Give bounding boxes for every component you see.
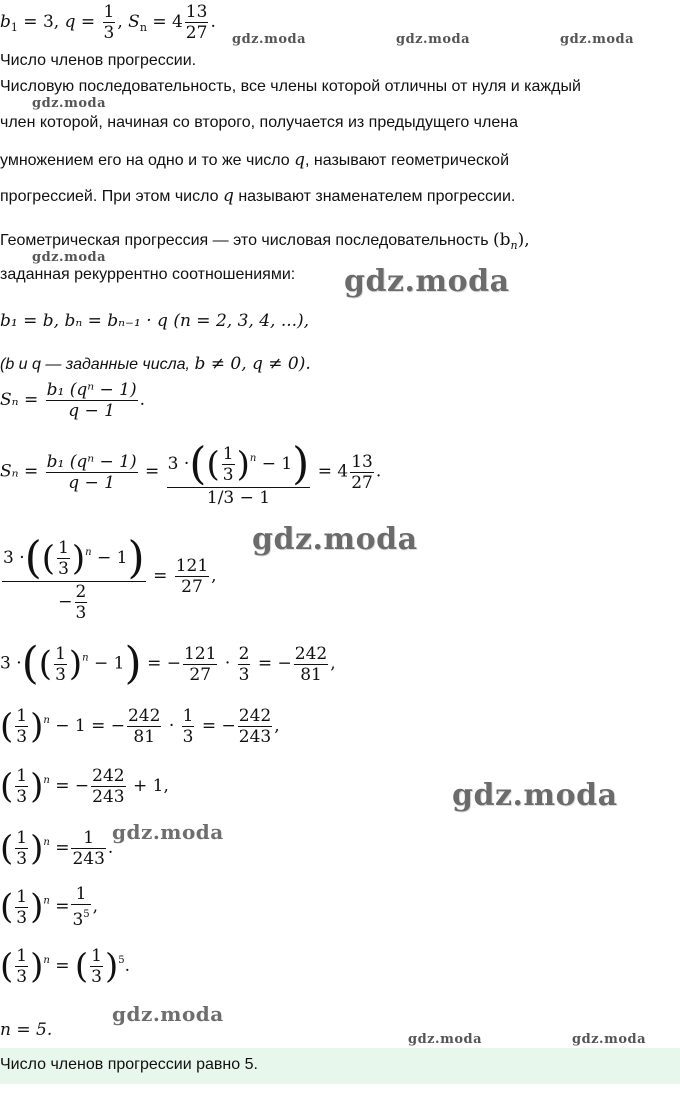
step-5: ( $\frac{1}{3}$ )$^n$ = $\frac{1}{243}$ .	[0, 828, 114, 869]
subst-exp: n	[249, 453, 257, 464]
step4-exp: n	[43, 775, 50, 786]
step2-minus-one: − 1	[94, 653, 125, 674]
recurrence-seq-close: ),	[517, 230, 530, 250]
step1-numerator: 3 ·(( $\frac{1}{3}$ )$^n$ − 1)	[2, 530, 146, 582]
step1-coef: 3 ·	[3, 548, 25, 568]
step7-eq: =	[55, 956, 70, 976]
sum-lhs: Sₙ =	[0, 390, 39, 410]
definition-line-4-a: прогрессией. При этом число	[0, 188, 219, 205]
step1-r-den: 27	[181, 577, 203, 597]
step4-one: 1	[16, 766, 28, 786]
step2-tail: ,	[330, 653, 336, 674]
step2-dot: ·	[224, 653, 231, 674]
step1-three: 3	[58, 559, 69, 579]
definition-line-4-b: называют знаменателем прогрессии.	[238, 188, 516, 205]
q-equals: =	[75, 12, 101, 32]
subst-fraction-1	[46, 452, 138, 493]
step1-den-num: 2	[75, 582, 87, 602]
given-line: $b_1 = 3$, q = $\frac{1}{3}$ , $S_n = 4$ $\frac{13}{27}$ .	[0, 2, 216, 43]
step6-one: 1	[16, 886, 28, 907]
watermark: gdz.moda	[572, 1032, 647, 1047]
step2-one: 1	[55, 643, 66, 664]
step3-dot: ·	[168, 716, 175, 736]
step-6: ( $\frac{1}{3}$ )$^n$ = $\frac{1}{3^5}$ ,	[0, 884, 99, 930]
definition-q: q	[294, 150, 306, 170]
sum-numerator: b₁ (qⁿ − 1)	[46, 380, 137, 400]
substitution	[0, 436, 381, 528]
watermark: gdz.moda	[396, 32, 471, 47]
sn-numerator: 13	[185, 2, 208, 22]
step5-exp: n	[43, 837, 50, 848]
b1-subscript: 1	[10, 21, 18, 34]
step5-a-num: 1	[71, 828, 105, 849]
step2-a-num: 121	[183, 643, 217, 664]
step3-three: 3	[16, 727, 28, 747]
step2-c-den: 81	[300, 664, 322, 685]
step6-eq: =	[55, 896, 70, 917]
subst-f2-denominator: 1/3 − 1	[206, 488, 271, 508]
subst-f2-numerator: 3 ·(( $\frac{1}{3}$ )$^n$ − 1)	[167, 436, 311, 488]
sn-subscript: n	[139, 21, 147, 34]
step1-tail: ,	[211, 566, 217, 586]
step6-a-den-wrap	[71, 905, 90, 930]
definition-q-2: q	[222, 186, 234, 206]
q-fraction	[103, 2, 116, 43]
watermark: gdz.moda	[232, 32, 307, 47]
watermark: gdz.moda	[32, 96, 107, 111]
step3-b-den: 3	[182, 727, 194, 747]
definition-line-2: член которой, начиная со второго, получается из предыдущего члена	[0, 114, 518, 131]
subst-fraction-2	[167, 436, 311, 508]
watermark: gdz.moda	[112, 1002, 224, 1026]
q-numerator: 1	[103, 2, 115, 22]
subst-three: 3	[222, 465, 234, 485]
sum-fraction	[46, 380, 138, 421]
b1-value: = 3,	[17, 12, 60, 32]
step2-coef: 3 ·	[0, 653, 22, 674]
recurrence-text: Геометрическая прогрессия — это числовая последовательность	[0, 232, 489, 249]
subst-minus-one: − 1	[261, 454, 293, 474]
step1-r-num: 121	[175, 556, 209, 576]
step2-b-den: 3	[238, 664, 250, 685]
step1-exp: n	[85, 547, 92, 558]
subst-rhs-tail: .	[375, 461, 382, 482]
step3-c-den: 243	[238, 727, 272, 747]
step1-fraction	[2, 530, 146, 623]
step2-exp: n	[82, 652, 89, 664]
step7-exp: n	[43, 955, 50, 966]
result: n = 5.	[0, 1020, 53, 1040]
step3-eq2: = −	[201, 716, 236, 736]
sum-denominator: q − 1	[68, 401, 115, 421]
step6-tail: ,	[92, 896, 99, 917]
subst-rhs: = 4	[317, 461, 349, 482]
b1-symbol: b	[0, 12, 11, 32]
watermark: gdz.moda	[452, 778, 618, 813]
step2-a-den: 27	[189, 664, 212, 685]
watermark: gdz.moda	[112, 820, 224, 844]
step7-three: 3	[16, 967, 28, 987]
sn-denominator: 27	[185, 23, 208, 43]
answer-text: Число членов прогрессии равно 5.	[0, 1056, 258, 1073]
step4-three: 3	[16, 787, 28, 807]
recurrence-line-1	[0, 230, 530, 252]
recurrence-seq-sub: n	[510, 239, 518, 252]
step1-result	[175, 556, 209, 597]
step7-one-b: 1	[91, 946, 102, 966]
recurrence-formula: b₁ = b, bₙ = bₙ₋₁ · q (n = 2, 3, 4, ...),	[0, 311, 310, 331]
step3-tail: ,	[274, 716, 280, 736]
step6-exp: n	[43, 895, 50, 907]
step-3: ( $\frac{1}{3}$ )$^n$ − 1 = − $\frac{242}{81}$ · $\frac{1}{3}$ = − $\frac{242}{243}$ ,	[0, 706, 280, 747]
subst-one: 1	[222, 444, 234, 464]
step-1	[0, 530, 217, 640]
definition-line-3	[0, 150, 509, 170]
step1-den-minus: −	[58, 592, 73, 612]
step1-den-den: 3	[75, 603, 87, 623]
subst-eq: =	[145, 461, 160, 482]
step4-tail: + 1,	[132, 776, 169, 796]
step5-a-den: 243	[72, 849, 105, 869]
step7-three-b: 3	[91, 967, 102, 987]
step7-tail: .	[124, 956, 131, 976]
step5-three: 3	[16, 849, 28, 869]
step4-a-den: 243	[92, 787, 125, 807]
step1-denominator	[2, 582, 146, 623]
step5-eq: =	[55, 838, 70, 858]
subst-lhs: Sₙ =	[0, 461, 39, 482]
step3-one: 1	[16, 706, 28, 726]
step6-a-den-sup: 5	[83, 909, 90, 920]
watermark: gdz.moda	[344, 264, 510, 299]
step4-eq: = −	[55, 776, 90, 796]
step1-minus-one: − 1	[97, 548, 128, 568]
subst-coef: 3 ·	[167, 454, 190, 474]
given-period: .	[210, 12, 216, 32]
step3-c-num: 242	[238, 706, 272, 726]
sum-formula	[0, 380, 145, 430]
q-symbol: q	[64, 12, 76, 32]
sn-symbol: S	[128, 12, 140, 32]
step7-exp-5: 5	[118, 955, 125, 966]
definition-line-3-a: умножением его на одно и то же число	[0, 152, 290, 169]
step5-one: 1	[16, 828, 28, 848]
step2-eq2: = −	[257, 653, 292, 674]
sn-equals: = 4	[146, 12, 183, 32]
step2-b-num: 2	[238, 643, 250, 664]
recurrence-note-b: b ≠ 0, q ≠ 0).	[194, 354, 311, 374]
step1-one: 1	[58, 538, 69, 558]
watermark: gdz.moda	[32, 250, 107, 265]
watermark: gdz.moda	[560, 32, 635, 47]
subst-rhs-numerator: 13	[351, 451, 373, 472]
step3-a-den: 81	[133, 727, 156, 747]
step1-eq: =	[153, 566, 168, 586]
step3-text: − 1 = −	[55, 716, 125, 736]
step3-exp: n	[43, 715, 50, 726]
step6-a-den: 3	[72, 910, 84, 930]
step-4: ( $\frac{1}{3}$ )$^n$ = − $\frac{242}{243}$ + 1,	[0, 766, 169, 807]
step4-a-num: 242	[92, 766, 125, 786]
step7-one: 1	[16, 946, 28, 966]
recurrence-note	[0, 354, 311, 374]
step6-three: 3	[16, 907, 28, 928]
subst-f1-denominator: q − 1	[68, 472, 115, 493]
subst-rhs-fraction	[350, 452, 374, 493]
recurrence-line-2: заданная рекуррентно соотношениями:	[0, 266, 296, 283]
step2-three: 3	[55, 664, 66, 685]
q-denominator: 3	[103, 23, 115, 43]
step2-c-num: 242	[294, 643, 328, 664]
definition-line-4	[0, 186, 515, 206]
step3-a-num: 242	[127, 706, 161, 726]
definition-line-3-b: , называют геометрической	[305, 152, 509, 169]
recurrence-seq-open: (b	[493, 230, 511, 250]
watermark: gdz.moda	[408, 1032, 483, 1047]
watermark: gdz.moda	[252, 522, 418, 557]
sn-fraction	[185, 2, 209, 43]
recurrence-note-a: (b и q — заданные числа,	[0, 356, 190, 373]
step3-b-num: 1	[182, 706, 194, 726]
step5-tail: .	[107, 838, 114, 858]
definition-line-1: Числовую последовательность, все члены которой отличны от нуля и каждый	[0, 78, 581, 95]
step-2: 3 ·(( $\frac{1}{3}$ )$^n$ − 1) = − $\frac{121}{27}$ · $\frac{2}{3}$ = − $\frac{242}{81}$ ,	[0, 638, 336, 689]
step6-a-num: 1	[71, 884, 90, 905]
subst-rhs-denominator: 27	[351, 472, 373, 493]
task-label: Число членов прогрессии.	[0, 52, 197, 69]
subst-f1-numerator: b₁ (qⁿ − 1)	[46, 451, 137, 472]
step2-eq1: = −	[147, 653, 181, 674]
step-7: ( $\frac{1}{3}$ )$^n$ = ( $\frac{1}{3}$ )$^5$.	[0, 946, 131, 987]
sum-tail: .	[139, 390, 146, 410]
